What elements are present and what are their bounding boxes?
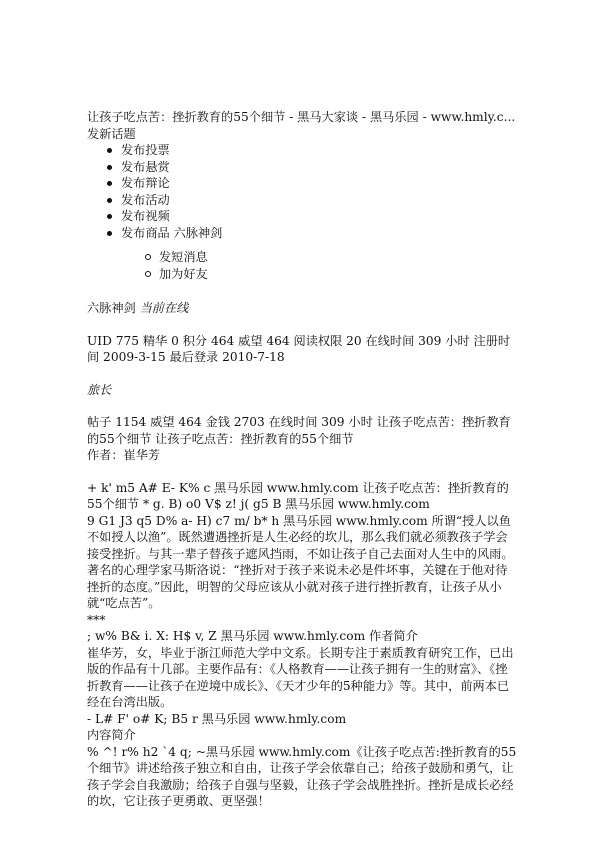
content-paragraph: % ^! r% h2 `4 q; ~黑马乐园 www.hmly.com《让孩子吃点苦:挫折教育的55个细节》讲述给孩子独立和自由，让孩子学会依靠自己；给孩子鼓励和勇气，让孩子学会自我激励；给孩子自强与坚毅，让孩子学会战胜挫折。挫折是成长必经的坎，它让孩子更勇敢、更坚强！ — [87, 744, 517, 808]
menu-item-label: 发布视频 — [121, 209, 170, 223]
content-paragraph: 9 G1 J3 q5 D% a- H) c7 m/ b* h 黑马乐园 www.hmly.com 所谓“授人以鱼不如授人以渔”。既然遭遇挫折是人生必经的坎儿，那么我们就必须教孩子学会接受挫折。与其一辈子替孩子遮风挡雨，不如让孩子自己去面对人生中的风雨。著名的心理学家马斯洛说：“挫折对于孩子来说未必是件坏事，关键在于他对待挫折的态度。”因此，明智的父母应该从小就对孩子进行挫折教育，让孩子从小就“吃点苦”。 — [87, 513, 514, 610]
author-stats: UID 775 精华 0 积分 464 威望 464 阅读权限 20 在线时间 309 小时 注册时间 2009-3-15 最后登录 2010-7-18 — [87, 333, 511, 364]
content-paragraph: - L# F' o# K; B5 r 黑马乐园 www.hmly.com — [87, 711, 347, 726]
add-friend-label: 加为好友 — [159, 266, 208, 281]
menu-item-reward[interactable] — [121, 159, 517, 176]
post-author: 作者：崔华芳 — [87, 448, 161, 462]
menu-item-label: 发布商品 — [121, 225, 170, 240]
menu-item-label: 发布投票 — [121, 143, 170, 157]
online-status: 当前在线 — [139, 301, 189, 315]
thread-title: 让孩子吃点苦：挫折教育的55个细节 - 黑马大家谈 - 黑马乐园 - www.hmly.c... — [87, 110, 516, 124]
content-paragraph: 崔华芳，女，毕业于浙江师范大学中文系。长期专注于素质教育研究工作，已出版的作品有十几部。主要作品有：《人格教育——让孩子拥有一生的财富》、《挫折教育——让孩子在逆境中成长》、《天才少年的5种能力》等。其中，前两本已经在台湾出版。 — [87, 645, 514, 709]
menu-username[interactable]: 六脉神剑 — [173, 225, 223, 240]
author-line — [87, 300, 517, 317]
add-friend-link[interactable] — [159, 266, 517, 283]
author-rank: 旅长 — [87, 382, 112, 397]
author-name[interactable]: 六脉神剑 — [87, 301, 136, 315]
menu-item-label: 发布悬赏 — [121, 159, 170, 174]
new-topic-link[interactable]: 发新话题 — [87, 126, 136, 141]
send-message-link[interactable] — [159, 249, 517, 266]
menu-item-label: 发布活动 — [121, 192, 170, 207]
content-paragraph: + k' m5 A# E- K% c 黑马乐园 www.hmly.com 让孩子吃点苦：挫折教育的55个细节 * g. B) o0 V$ z! j( g5 B 黑马乐园 www.hmly.com — [87, 480, 509, 511]
content-paragraph: ; w% B& i. X: H$ v, Z 黑马乐园 www.hmly.com 作者简介 — [87, 629, 418, 643]
post-menu — [87, 142, 517, 241]
user-menu — [87, 249, 517, 282]
post-summary: 帖子 1154 威望 464 金钱 2703 在线时间 309 小时 让孩子吃点苦：挫折教育的55个细节 让孩子吃点苦：挫折教育的55个细节 — [87, 415, 511, 446]
menu-item-activity[interactable] — [121, 192, 517, 209]
menu-item-label: 发布辩论 — [121, 176, 170, 190]
post-content — [87, 480, 517, 810]
menu-item-video[interactable] — [121, 208, 517, 225]
menu-item-poll[interactable] — [121, 142, 517, 159]
content-separator: *** — [87, 612, 106, 627]
menu-item-debate[interactable] — [121, 175, 517, 192]
thread-header — [87, 109, 517, 142]
menu-item-goods[interactable] — [121, 225, 517, 242]
content-heading: 内容简介 — [87, 728, 136, 742]
send-message-label: 发短消息 — [159, 250, 208, 264]
post-page — [87, 109, 517, 810]
